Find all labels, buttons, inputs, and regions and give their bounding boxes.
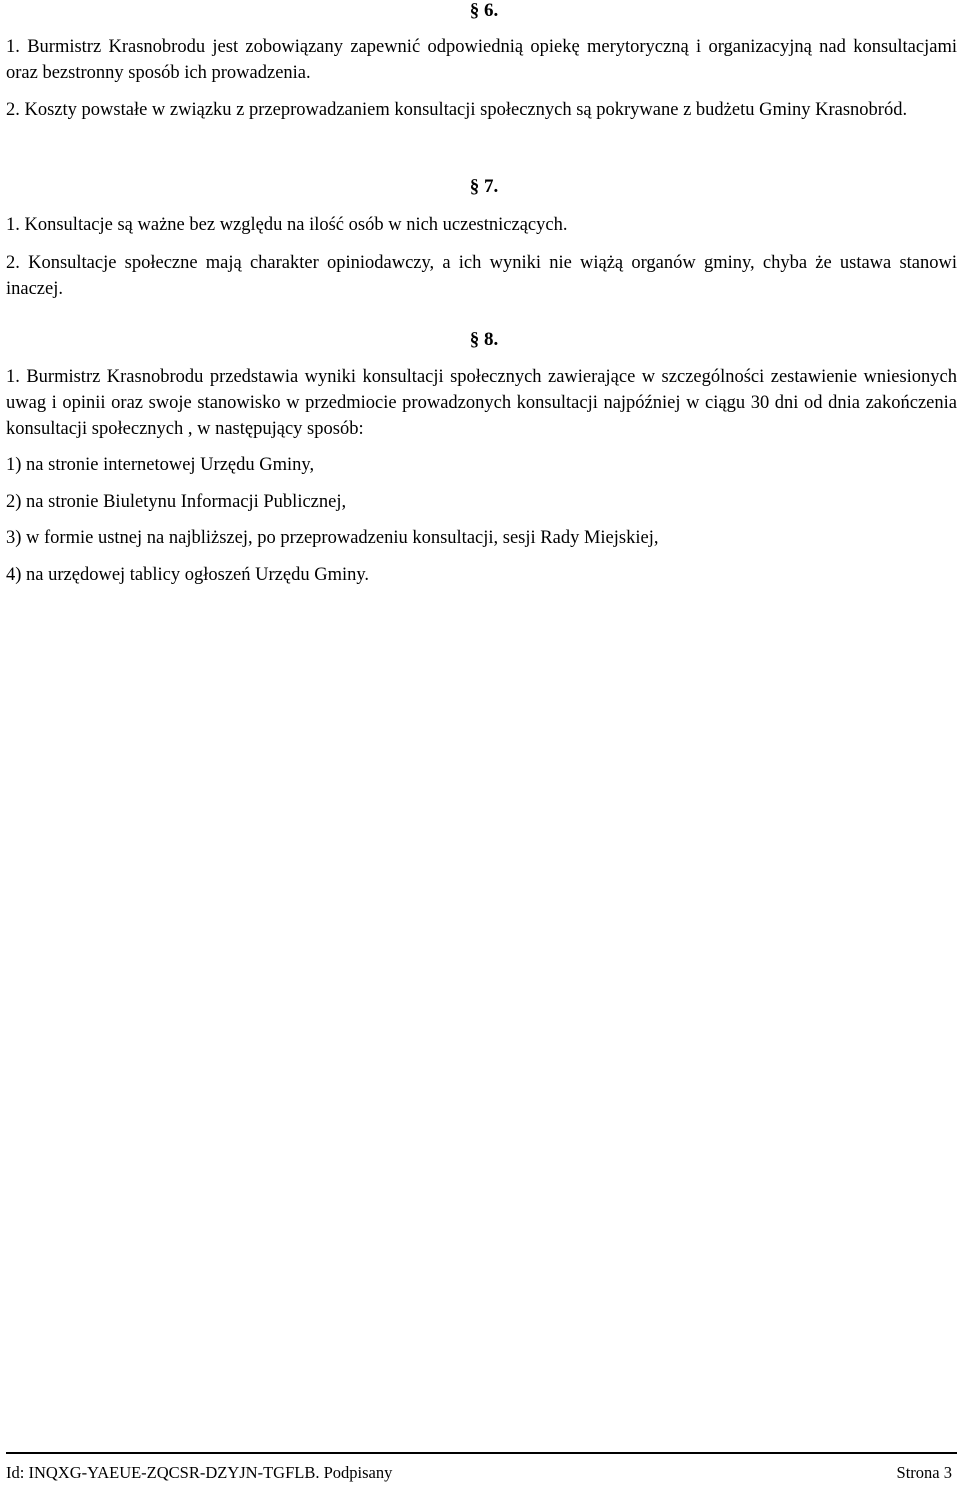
paragraph-6-2: 2. Koszty powstałe w związku z przeprowadzaniem konsultacji społecznych są pokrywane z budżetu Gminy Krasnobród. (6, 100, 908, 120)
footer-page-number: Strona 3 (896, 1463, 952, 1482)
section-heading-7: § 7. (469, 176, 499, 197)
paragraph-7-2: 2. Konsultacje społeczne mają charakter opiniodawczy, a ich wyniki nie wiążą organów gminy, chyba że ustawa stanowi inaczej. (6, 253, 957, 299)
footer-document-id: Id: INQXG-YAEUE-ZQCSR-DZYJN-TGFLB. Podpisany (6, 1463, 393, 1482)
paragraph-7-1: 1. Konsultacje są ważne bez względu na ilość osób w nich uczestniczących. (6, 215, 568, 235)
paragraph-8-1: 1. Burmistrz Krasnobrodu przedstawia wyniki konsultacji społecznych zawierające w szczególności zestawienie wniesionych uwag i opinii oraz swoje stanowisko w przedmiocie prowadzonych konsultacji najpóźniej w ciągu 30 dni od dnia zakończenia konsultacji społecznych , w następujący sposób: (6, 367, 957, 439)
list-item: 1) na stronie internetowej Urzędu Gminy, (6, 455, 315, 475)
list-item: 4) na urzędowej tablicy ogłoszeń Urzędu Gminy. (6, 565, 370, 585)
list-item: 2) na stronie Biuletynu Informacji Publicznej, (6, 492, 347, 512)
section-heading-8: § 8. (469, 329, 499, 350)
section-heading-6: § 6. (469, 0, 499, 21)
paragraph-6-1: 1. Burmistrz Krasnobrodu jest zobowiązany zapewnić odpowiednią opiekę merytoryczną i organizacyjną nad konsultacjami oraz bezstronny sposób ich prowadzenia. (6, 37, 957, 83)
list-item: 3) w formie ustnej na najbliższej, po przeprowadzeniu konsultacji, sesji Rady Miejskiej, (6, 528, 659, 548)
footer-rule (6, 1452, 957, 1454)
